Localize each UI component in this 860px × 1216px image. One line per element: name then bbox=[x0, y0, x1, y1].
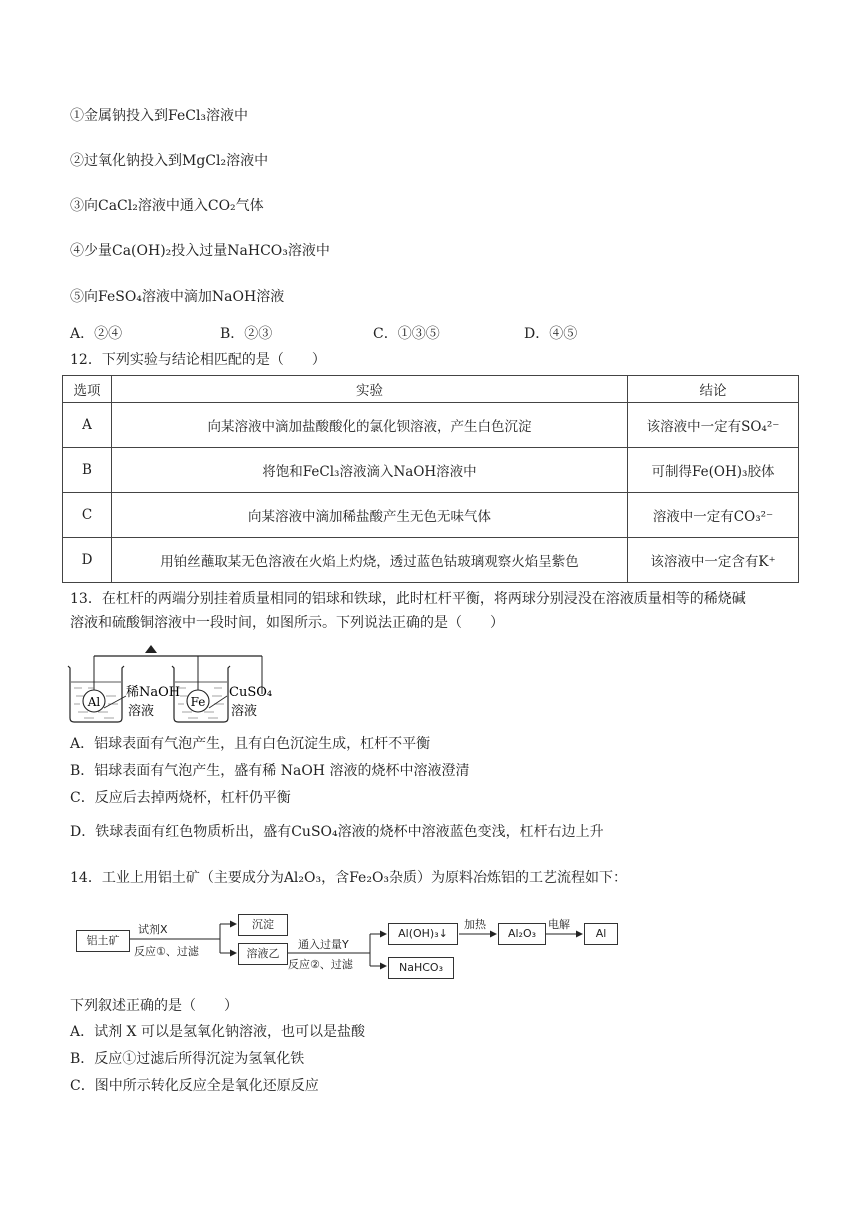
flow-ore-box: 铝土矿 bbox=[76, 930, 130, 952]
table-header-row bbox=[63, 376, 799, 403]
flow-reagent-x: 试剂X bbox=[138, 923, 168, 936]
flow-step1: 反应①、过滤 bbox=[134, 945, 199, 958]
cuso4-solution-label: 溶液 bbox=[231, 704, 258, 719]
row-experiment: 向某溶液中滴加盐酸酸化的氯化钡溶液，产生白色沉淀 bbox=[112, 403, 628, 448]
item-3: ③向CaCl₂溶液中通入CO₂气体 bbox=[70, 198, 264, 214]
row-experiment: 将饱和FeCl₃溶液滴入NaOH溶液中 bbox=[112, 448, 628, 493]
q12-table bbox=[62, 375, 799, 583]
q11-option-c[interactable]: C．①③⑤ bbox=[373, 326, 440, 342]
table-row bbox=[63, 538, 799, 583]
q13-option-d[interactable]: D．铁球表面有红色物质析出，盛有CuSO₄溶液的烧杯中溶液蓝色变浅，杠杆右边上升 bbox=[70, 824, 604, 840]
fulcrum-icon bbox=[145, 645, 157, 653]
header-conclusion: 结论 bbox=[628, 376, 799, 403]
process-flow-diagram bbox=[70, 906, 630, 986]
q11-option-a[interactable]: A．②④ bbox=[70, 326, 123, 342]
flow-heat: 加热 bbox=[464, 918, 486, 931]
header-option: 选项 bbox=[63, 376, 112, 403]
flow-solution-box: 溶液乙 bbox=[238, 943, 288, 965]
row-option: D bbox=[63, 538, 112, 583]
row-conclusion: 该溶液中一定有SO₄²⁻ bbox=[628, 403, 799, 448]
q12-stem: 12．下列实验与结论相匹配的是（ ） bbox=[70, 352, 326, 368]
q13-option-b[interactable]: B．铝球表面有气泡产生，盛有稀 NaOH 溶液的烧杯中溶液澄清 bbox=[70, 763, 470, 779]
item-1: ①金属钠投入到FeCl₃溶液中 bbox=[70, 108, 249, 124]
table-row bbox=[63, 403, 799, 448]
row-option: A bbox=[63, 403, 112, 448]
q13-option-c[interactable]: C．反应后去掉两烧杯，杠杆仍平衡 bbox=[70, 790, 291, 806]
lever-beaker-figure bbox=[64, 638, 284, 728]
q13-option-a[interactable]: A．铝球表面有气泡产生，且有白色沉淀生成，杠杆不平衡 bbox=[70, 736, 431, 752]
flow-electrolysis: 电解 bbox=[548, 918, 570, 931]
flow-nahco3-box: NaHCO₃ bbox=[388, 957, 454, 979]
q14-option-a[interactable]: A．试剂 X 可以是氢氧化钠溶液，也可以是盐酸 bbox=[70, 1024, 365, 1040]
q11-options bbox=[70, 324, 770, 344]
q14-stem: 14．工业上用铝土矿（主要成分为Al₂O₃，含Fe₂O₃杂质）为原料冶炼铝的工艺流程如下： bbox=[70, 870, 628, 886]
q11-option-b[interactable]: B．②③ bbox=[220, 326, 273, 342]
q14-option-c[interactable]: C．图中所示转化反应全是氧化还原反应 bbox=[70, 1078, 319, 1094]
q13-stem-line1: 13．在杠杆的两端分别挂着质量相同的铝球和铁球，此时杠杆平衡，将两球分别浸没在溶液质量相等的稀烧碱 bbox=[70, 591, 746, 607]
flow-aloh3-box: Al(OH)₃↓ bbox=[388, 923, 458, 945]
q14-sub-stem: 下列叙述正确的是（ ） bbox=[70, 998, 238, 1014]
row-conclusion: 溶液中一定有CO₃²⁻ bbox=[628, 493, 799, 538]
row-option: C bbox=[63, 493, 112, 538]
cuso4-label: CuSO₄ bbox=[229, 685, 273, 700]
item-4: ④少量Ca(OH)₂投入过量NaHCO₃溶液中 bbox=[70, 243, 330, 259]
table-row bbox=[63, 448, 799, 493]
item-2: ②过氧化钠投入到MgCl₂溶液中 bbox=[70, 153, 269, 169]
row-experiment: 用铂丝蘸取某无色溶液在火焰上灼烧，透过蓝色钴玻璃观察火焰呈紫色 bbox=[112, 538, 628, 583]
q14-option-b[interactable]: B．反应①过滤后所得沉淀为氢氧化铁 bbox=[70, 1051, 305, 1067]
naoh-solution-label: 溶液 bbox=[128, 704, 155, 719]
row-option: B bbox=[63, 448, 112, 493]
table-row bbox=[63, 493, 799, 538]
flow-step2: 反应②、过滤 bbox=[288, 958, 353, 971]
row-experiment: 向某溶液中滴加稀盐酸产生无色无味气体 bbox=[112, 493, 628, 538]
q13-stem-line2: 溶液和硫酸铜溶液中一段时间，如图所示。下列说法正确的是（ ） bbox=[70, 615, 504, 631]
header-experiment: 实验 bbox=[112, 376, 628, 403]
naoh-label: 稀NaOH bbox=[126, 685, 181, 700]
flow-precipitate-box: 沉淀 bbox=[238, 914, 288, 936]
fe-label: Fe bbox=[190, 695, 206, 709]
flow-al-box: Al bbox=[584, 923, 618, 945]
flow-pass-y: 通入过量Y bbox=[298, 938, 349, 951]
al-label: Al bbox=[87, 695, 101, 709]
row-conclusion: 该溶液中一定含有K⁺ bbox=[628, 538, 799, 583]
flow-al2o3-box: Al₂O₃ bbox=[498, 923, 546, 945]
item-5: ⑤向FeSO₄溶液中滴加NaOH溶液 bbox=[70, 289, 285, 305]
row-conclusion: 可制得Fe(OH)₃胶体 bbox=[628, 448, 799, 493]
q11-option-d[interactable]: D．④⑤ bbox=[524, 326, 578, 342]
